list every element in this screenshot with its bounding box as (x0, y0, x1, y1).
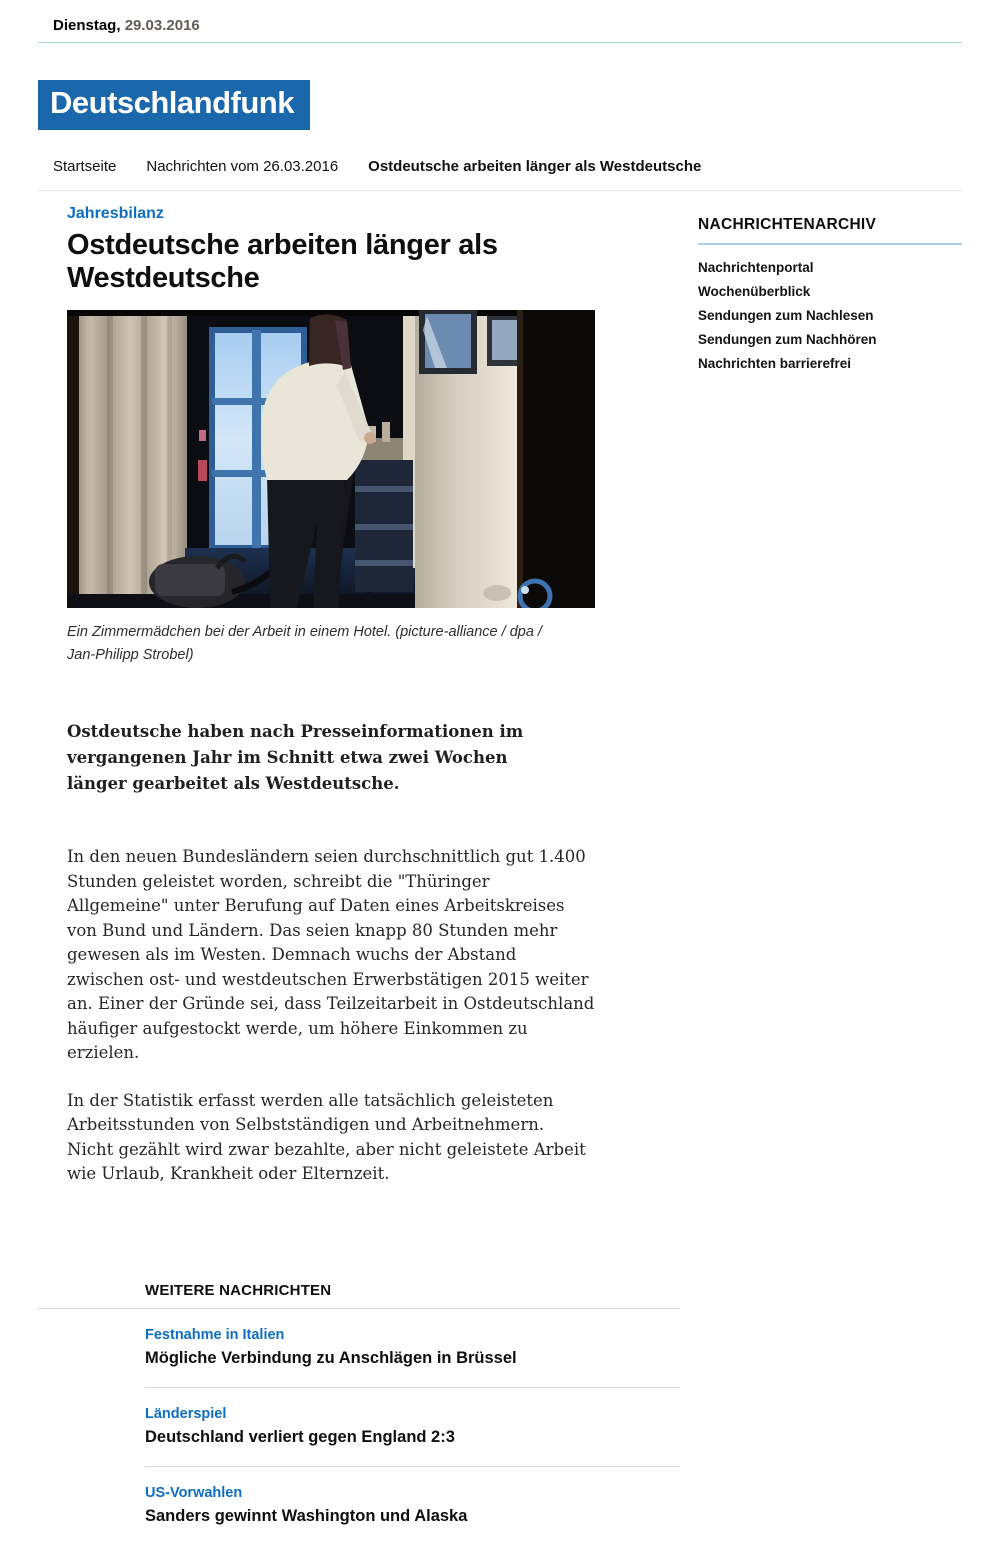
breadcrumb-divider (38, 190, 962, 191)
sidebar-divider (698, 243, 962, 245)
news-item-kicker[interactable]: Festnahme in Italien (145, 1326, 285, 1343)
sidebar-item-sendungen-nachhoeren[interactable]: Sendungen zum Nachhören (698, 332, 877, 347)
article-title: Ostdeutsche arbeiten länger als Westdeutsche (67, 229, 498, 294)
article-paragraph: In der Statistik erfasst werden alle tatsächlich geleisteten Arbeitsstunden von Selbstständigen und Arbeitnehmern. Nicht gezählt wird zwar bezahlte, aber nicht geleistete Arbeit wie Urlaub, Krankheit oder Elternzeit. (67, 1090, 586, 1183)
sidebar-item-nachrichtenportal[interactable]: Nachrichtenportal (698, 260, 814, 275)
more-news-section (0, 1282, 1000, 1545)
header-divider (38, 42, 962, 43)
article-intro: Ostdeutsche haben nach Presseinformationen im vergangenen Jahr im Schnitt etwa zwei Wochen länger gearbeitet als Westdeutsche. (67, 722, 524, 793)
sidebar-item-wochenueberblick[interactable]: Wochenüberblick (698, 284, 811, 299)
image-caption: Ein Zimmermädchen bei der Arbeit in einem Hotel. (picture-alliance / dpa / Jan-Philipp Strobel) (67, 624, 542, 663)
breadcrumb-nachrichten[interactable]: Nachrichten vom 26.03.2016 (146, 158, 339, 175)
sidebar-title: NACHRICHTENARCHIV (698, 216, 877, 233)
sidebar-item-nachrichten-barrierefrei[interactable]: Nachrichten barrierefrei (698, 356, 852, 371)
main-content (0, 205, 1000, 1187)
news-item-laenderspiel[interactable] (145, 1388, 680, 1467)
article-kicker[interactable]: Jahresbilanz (67, 205, 164, 222)
news-item-us-vorwahlen[interactable] (145, 1467, 680, 1545)
article-paragraph: In den neuen Bundesländern seien durchschnittlich gut 1.400 Stunden geleistet worden, schreibt die "Thüringer Allgemeine" unter Berufung auf Daten eines Arbeitskreises von Bund und Ländern. Das seien knapp 80 Stunden mehr gewesen als im Westen. Demnach wuchs der Abstand zwischen ost- und westdeutschen Erwerbstätigen 2015 weiter an. Einer der Gründe sei, dass Teilzeitarbeit in Ostdeutschland häufiger aufgestockt werde, um höhere Einkommen zu erzielen. (67, 847, 595, 1062)
more-news-title: WEITERE NACHRICHTEN (145, 1281, 332, 1299)
deutschlandfunk-logo[interactable]: Deutschlandfunk (38, 80, 310, 130)
news-item-title[interactable]: Deutschland verliert gegen England 2:3 (145, 1427, 455, 1446)
date-label: 29.03.2016 (124, 17, 200, 34)
article-image (67, 310, 595, 608)
breadcrumb-startseite[interactable]: Startseite (53, 158, 117, 175)
sidebar-item-sendungen-nachlesen[interactable]: Sendungen zum Nachlesen (698, 308, 874, 323)
news-item-festnahme-italien[interactable] (145, 1309, 680, 1388)
news-item-title[interactable]: Sanders gewinnt Washington und Alaska (145, 1506, 468, 1525)
breadcrumb (53, 158, 962, 175)
sidebar-nachrichtenarchiv (698, 205, 962, 381)
news-item-kicker[interactable]: Länderspiel (145, 1405, 227, 1422)
date-bar (0, 0, 1000, 34)
weekday-label: Dienstag, (53, 17, 121, 34)
news-item-kicker[interactable]: US-Vorwahlen (145, 1484, 243, 1501)
news-item-title[interactable]: Mögliche Verbindung zu Anschlägen in Brüssel (145, 1348, 517, 1367)
breadcrumb-current-article: Ostdeutsche arbeiten länger als Westdeutsche (368, 158, 702, 175)
article (67, 205, 595, 1187)
